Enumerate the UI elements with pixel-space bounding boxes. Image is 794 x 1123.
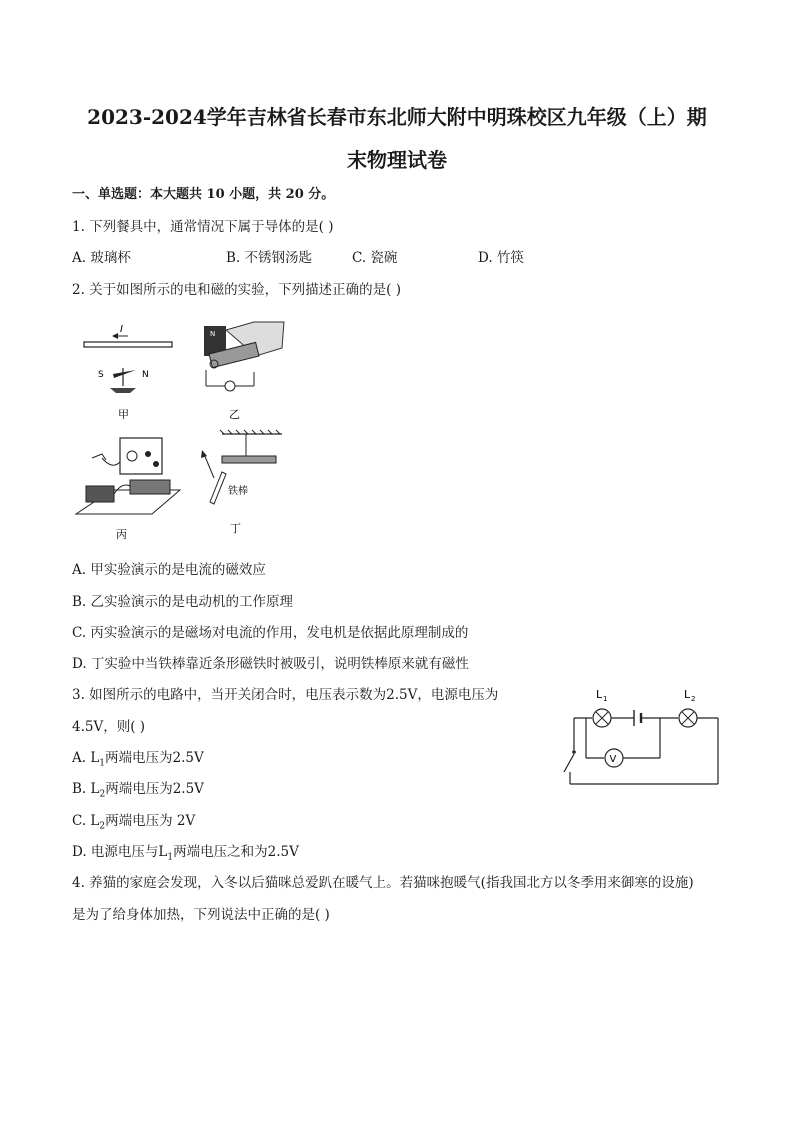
question-1-stem: 1. 下列餐具中，通常情况下属于导体的是( ): [72, 219, 334, 235]
option-prefix: C. L: [72, 813, 100, 829]
question-1-option-b: B. 不锈钢汤匙: [226, 250, 313, 266]
question-3-option-d: [72, 843, 299, 867]
question-1-option-a: A. 玻璃杯: [72, 250, 131, 266]
north-label: N: [142, 370, 149, 380]
question-3-option-a: [72, 749, 204, 773]
question-1-option-c: C. 瓷碗: [352, 250, 398, 266]
paper-title-line1: 2023-2024学年吉林省长春市东北师大附中明珠校区九年级（上）期: [87, 105, 707, 129]
figure-label-ding: 丁: [230, 522, 241, 535]
question-1-option-d: D. 竹筷: [478, 250, 524, 266]
question-2-option-d: D. 丁实验中当铁棒靠近条形磁铁时被吸引，说明铁棒原来就有磁性: [72, 656, 469, 672]
figure-label-bing: 丙: [116, 528, 127, 541]
question-3-circuit-diagram: [556, 684, 726, 790]
l2-subscript: 2: [691, 695, 696, 703]
l2-label: L: [684, 688, 691, 701]
option-prefix: B. L: [72, 781, 100, 797]
figure-yi-generator: [196, 318, 288, 428]
question-3-option-b: [72, 780, 204, 804]
question-3-option-c: [72, 812, 195, 836]
question-3-stem-line1: 3. 如图所示的电路中，当开关闭合时，电压表示数为2.5V，电源电压为: [72, 687, 499, 703]
figure-ding-iron-rod: [196, 428, 286, 540]
question-2-option-b: B. 乙实验演示的是电动机的工作原理: [72, 594, 294, 610]
option-subscript: 1: [99, 758, 106, 769]
south-label: S: [98, 370, 104, 380]
question-4-stem-line2: 是为了给身体加热，下列说法中正确的是( ): [72, 907, 330, 923]
figure-label-jia: 甲: [118, 408, 129, 421]
paper-title-line2: 末物理试卷: [347, 148, 447, 172]
voltmeter-label: V: [609, 754, 617, 765]
iron-rod-label: 铁棒: [228, 486, 248, 497]
option-text: 两端电压为 2V: [105, 813, 196, 829]
switch: [564, 754, 574, 772]
option-subscript: 2: [99, 789, 106, 800]
l1-subscript: 1: [603, 695, 608, 703]
l1-label: L: [596, 688, 603, 701]
question-3-stem-line2: 4.5V，则( ): [72, 719, 146, 735]
svg-text:N: N: [210, 330, 216, 338]
option-subscript: 1: [167, 852, 174, 863]
question-2-option-a: A. 甲实验演示的是电流的磁效应: [72, 562, 266, 578]
option-subscript: 2: [99, 821, 106, 832]
figure-label-yi: 乙: [229, 408, 240, 421]
option-text: 两端电压为2.5V: [105, 750, 204, 766]
section-heading: 一、单选题：本大题共 10 小题，共 20 分。: [72, 187, 335, 202]
figure-bing-motor: [72, 434, 182, 542]
question-2-stem: 2. 关于如图所示的电和磁的实验，下列描述正确的是( ): [72, 282, 401, 298]
question-4-stem-line1: 4. 养猫的家庭会发现，入冬以后猫咪总爱趴在暖气上。若猫咪抱暖气(指我国北方以冬季用来御寒的设施): [72, 875, 694, 891]
option-text: 两端电压之和为2.5V: [173, 844, 299, 860]
option-prefix: D. 电源电压与L: [72, 844, 168, 860]
current-label: I: [120, 324, 123, 335]
figure-jia-oersted: [78, 318, 178, 428]
question-2-option-c: C. 丙实验演示的是磁场对电流的作用，发电机是依据此原理制成的: [72, 625, 469, 641]
option-text: 两端电压为2.5V: [105, 781, 204, 797]
option-prefix: A. L: [72, 750, 100, 766]
